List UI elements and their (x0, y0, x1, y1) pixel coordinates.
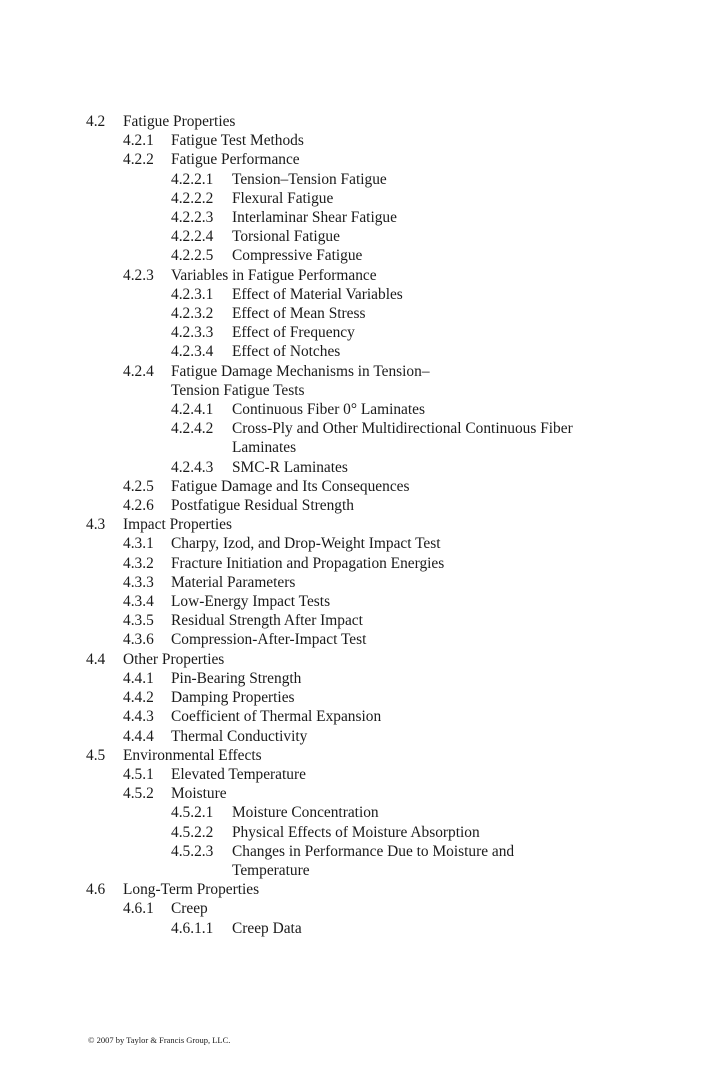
toc-entry-level-1 (86, 746, 646, 765)
toc-entry-number: 4.3.1 (123, 535, 154, 553)
toc-entry-number: 4.2.3.3 (171, 324, 214, 342)
toc-entry-level-1 (86, 650, 646, 669)
toc-entry-title: Changes in Performance Due to Moisture and Temperature (232, 842, 515, 879)
toc-entry-title: Material Parameters (171, 573, 296, 591)
toc-entry-number: 4.5 (86, 746, 106, 764)
toc-entry-level-3 (86, 323, 646, 342)
toc-entry-title: Moisture Concentration (232, 804, 379, 822)
toc-entry-title: Fatigue Performance (171, 151, 300, 169)
toc-entry-title: Postfatigue Residual Strength (171, 497, 354, 515)
toc-entry-number: 4.2.2.3 (171, 209, 214, 227)
toc-entry-title: Coefficient of Thermal Expansion (171, 708, 382, 726)
toc-entry-number: 4.2.2.2 (171, 189, 214, 207)
toc-entry-level-3 (86, 342, 646, 361)
table-of-contents (86, 112, 646, 938)
toc-entry-number: 4.2.4.1 (171, 401, 214, 419)
toc-entry-number: 4.2.3.2 (171, 305, 214, 323)
toc-entry-level-3 (86, 458, 646, 477)
toc-entry-number: 4.6 (86, 881, 106, 899)
toc-entry-level-3 (86, 227, 646, 246)
toc-entry-number: 4.5.2 (123, 785, 154, 803)
toc-entry-title: Other Properties (123, 650, 225, 668)
toc-entry-number: 4.2.3.4 (171, 343, 214, 361)
toc-entry-number: 4.2.6 (123, 497, 154, 515)
toc-entry-number: 4.3.5 (123, 612, 154, 630)
toc-entry-level-2 (86, 362, 646, 400)
toc-entry-number: 4.2.2 (123, 151, 154, 169)
toc-entry-number: 4.6.1 (123, 900, 154, 918)
toc-entry-level-2 (86, 611, 646, 630)
toc-entry-title: Tension–Tension Fatigue (232, 170, 387, 188)
toc-entry-number: 4.2.4 (123, 362, 154, 380)
toc-entry-title: Creep Data (232, 919, 302, 937)
toc-entry-number: 4.2.2.4 (171, 228, 214, 246)
toc-entry-level-2 (86, 669, 646, 688)
toc-entry-title: SMC-R Laminates (232, 458, 348, 476)
toc-entry-number: 4.3.6 (123, 631, 154, 649)
toc-entry-level-3 (86, 419, 646, 457)
toc-entry-level-3 (86, 842, 646, 880)
toc-entry-title: Residual Strength After Impact (171, 612, 363, 630)
toc-entry-level-2 (86, 150, 646, 169)
toc-entry-level-2 (86, 266, 646, 285)
toc-entry-number: 4.4.3 (123, 708, 154, 726)
toc-entry-number: 4.2.1 (123, 132, 154, 150)
toc-entry-level-2 (86, 765, 646, 784)
toc-entry-number: 4.3.2 (123, 554, 154, 572)
toc-entry-number: 4.4.2 (123, 689, 154, 707)
toc-entry-title: Effect of Mean Stress (232, 305, 366, 323)
toc-entry-title: Long-Term Properties (123, 881, 260, 899)
toc-entry-number: 4.2.3.1 (171, 285, 214, 303)
toc-entry-number: 4.4.1 (123, 669, 154, 687)
toc-entry-title: Continuous Fiber 0° Laminates (232, 401, 425, 419)
toc-entry-title: Impact Properties (123, 516, 232, 534)
toc-entry-level-2 (86, 477, 646, 496)
toc-entry-title: Cross-Ply and Other Multidirectional Continuous Fiber Laminates (232, 420, 573, 457)
toc-entry-level-3 (86, 170, 646, 189)
toc-entry-number: 4.2.3 (123, 266, 154, 284)
toc-entry-level-3 (86, 189, 646, 208)
toc-entry-level-2 (86, 899, 646, 918)
toc-entry-level-3 (86, 823, 646, 842)
toc-entry-title: Effect of Material Variables (232, 285, 403, 303)
toc-entry-number: 4.2.4.3 (171, 458, 214, 476)
toc-entry-title: Fracture Initiation and Propagation Energies (171, 554, 445, 572)
toc-entry-title: Thermal Conductivity (171, 727, 308, 745)
toc-entry-level-3 (86, 919, 646, 938)
toc-entry-number: 4.5.2.3 (171, 842, 214, 860)
toc-entry-title: Low-Energy Impact Tests (171, 593, 331, 611)
toc-entry-title: Physical Effects of Moisture Absorption (232, 823, 480, 841)
toc-entry-level-1 (86, 880, 646, 899)
toc-entry-title: Creep (171, 900, 208, 918)
toc-entry-level-2 (86, 688, 646, 707)
toc-entry-title: Charpy, Izod, and Drop-Weight Impact Test (171, 535, 441, 553)
toc-entry-number: 4.2.2.5 (171, 247, 214, 265)
toc-entry-level-2 (86, 496, 646, 515)
toc-entry-level-3 (86, 208, 646, 227)
toc-entry-number: 4.2.5 (123, 477, 154, 495)
toc-entry-level-2 (86, 784, 646, 803)
toc-entry-number: 4.3.3 (123, 573, 154, 591)
toc-entry-title: Interlaminar Shear Fatigue (232, 209, 397, 227)
toc-entry-number: 4.4.4 (123, 727, 154, 745)
toc-entry-title: Environmental Effects (123, 746, 262, 764)
toc-entry-number: 4.3.4 (123, 593, 154, 611)
toc-entry-level-3 (86, 285, 646, 304)
toc-entry-title: Torsional Fatigue (232, 228, 340, 246)
toc-entry-title: Variables in Fatigue Performance (171, 266, 377, 284)
toc-entry-title: Pin-Bearing Strength (171, 669, 302, 687)
toc-entry-level-2 (86, 630, 646, 649)
toc-entry-title: Effect of Frequency (232, 324, 355, 342)
toc-entry-level-3 (86, 400, 646, 419)
toc-entry-title: Fatigue Test Methods (171, 132, 304, 150)
toc-entry-title: Damping Properties (171, 689, 295, 707)
toc-entry-number: 4.5.1 (123, 765, 154, 783)
toc-entry-number: 4.2.4.2 (171, 420, 214, 438)
toc-entry-number: 4.2 (86, 113, 106, 130)
copyright-footer: © 2007 by Taylor & Francis Group, LLC. (88, 1035, 231, 1045)
toc-entry-level-3 (86, 246, 646, 265)
toc-entry-title: Fatigue Damage and Its Consequences (171, 477, 410, 495)
toc-entry-level-2 (86, 592, 646, 611)
toc-entry-number: 4.5.2.2 (171, 823, 214, 841)
toc-entry-number: 4.4 (86, 650, 106, 668)
toc-entry-number: 4.3 (86, 516, 106, 534)
toc-entry-title: Flexural Fatigue (232, 189, 334, 207)
toc-entry-level-1 (86, 112, 646, 131)
toc-entry-title: Effect of Notches (232, 343, 341, 361)
toc-entry-title: Compressive Fatigue (232, 247, 363, 265)
toc-entry-level-3 (86, 304, 646, 323)
toc-entry-number: 4.5.2.1 (171, 804, 214, 822)
toc-entry-level-3 (86, 803, 646, 822)
toc-entry-title: Compression-After-Impact Test (171, 631, 367, 649)
toc-entry-title: Fatigue Properties (123, 113, 236, 130)
toc-entry-level-2 (86, 534, 646, 553)
toc-entry-number: 4.6.1.1 (171, 919, 214, 937)
toc-entry-level-1 (86, 515, 646, 534)
toc-entry-title: Elevated Temperature (171, 765, 306, 783)
toc-entry-number: 4.2.2.1 (171, 170, 214, 188)
toc-entry-title: Fatigue Damage Mechanisms in Tension– Tension Fatigue Tests (171, 362, 430, 399)
toc-entry-level-2 (86, 707, 646, 726)
toc-entry-level-2 (86, 131, 646, 150)
toc-entry-title: Moisture (171, 785, 227, 803)
toc-entry-level-2 (86, 554, 646, 573)
toc-entry-level-2 (86, 727, 646, 746)
toc-entry-level-2 (86, 573, 646, 592)
